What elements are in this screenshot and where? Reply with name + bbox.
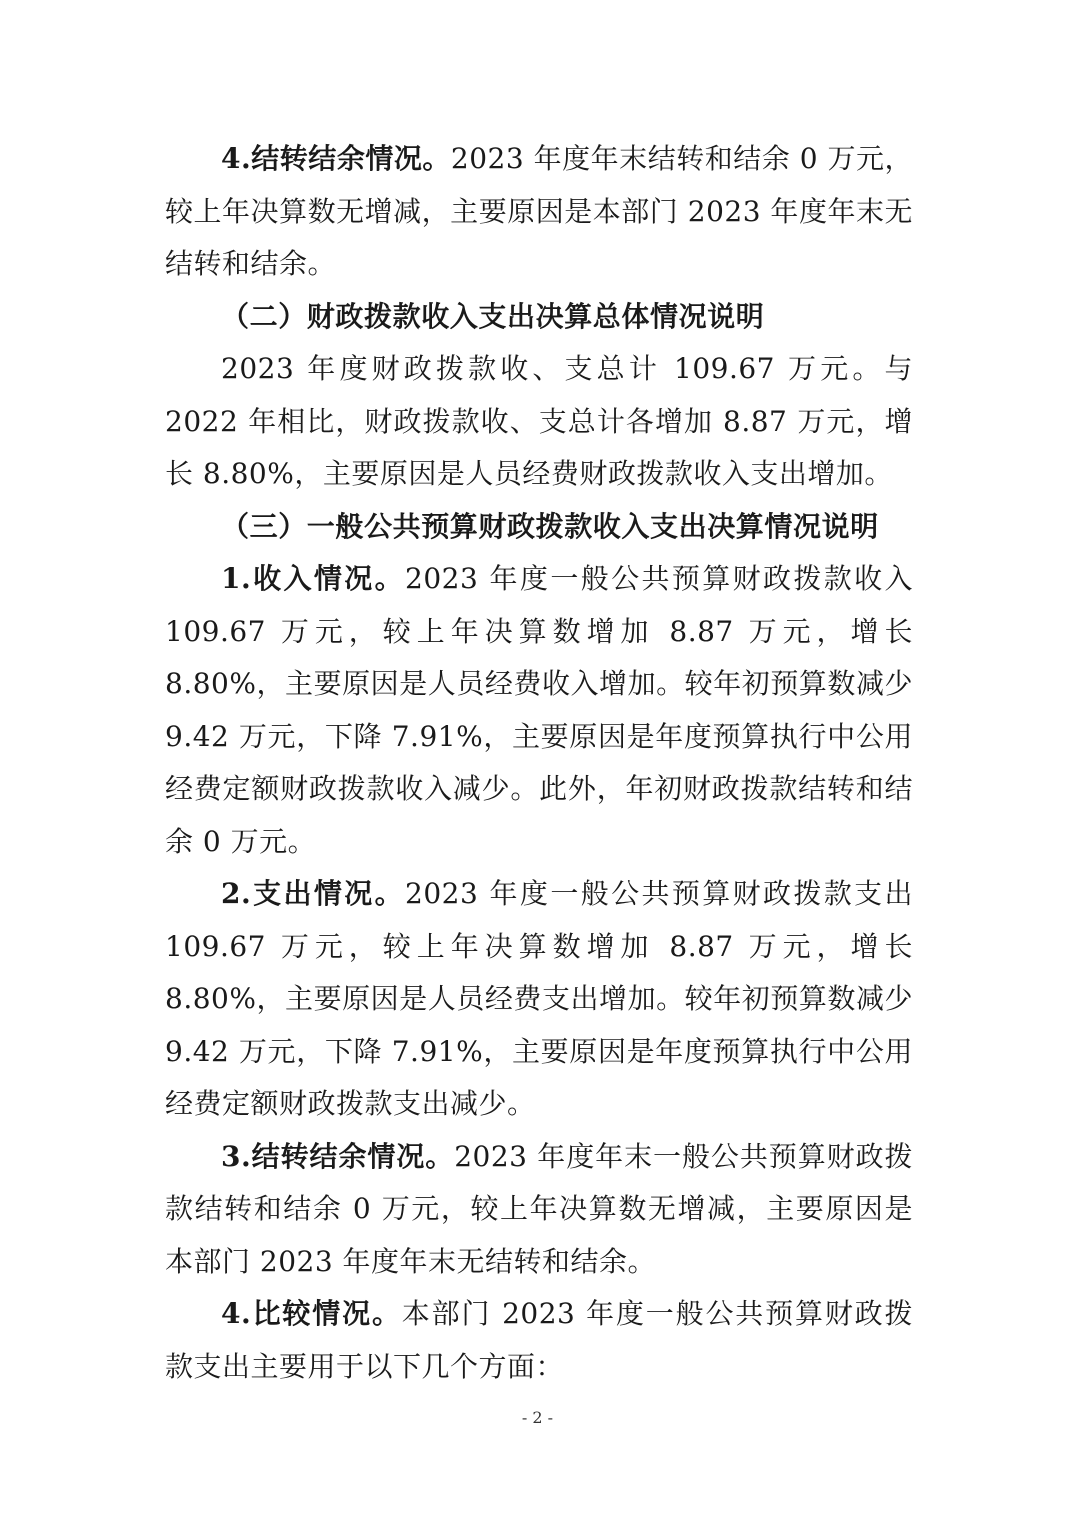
paragraph-income — [165, 553, 913, 868]
paragraph-text: 2023 年度一般公共预算财政拨款收入 109.67 万元，较上年决算数增加 8.87 万元，增长 8.80%，主要原因是人员经费收入增加。较年初预算数减少 9.42 万元，下降 7.91%，主要原因是年度预算执行中公用经费定额财政拨款收入减少。此外，年初财政拨款结转和结余 0 万元。 — [165, 562, 913, 858]
paragraph-text: 2023 年度年末一般公共预算财政拨款结转和结余 0 万元，较上年决算数无增减，主要原因是本部门 2023 年度年末无结转和结余。 — [165, 1139, 913, 1278]
document-body — [165, 133, 913, 1393]
paragraph-lead: 3.结转结余情况。 — [221, 1139, 455, 1173]
paragraph-text: 2023 年度年末结转和结余 0 万元，较上年决算数无增减，主要原因是本部门 2023 年度年末无结转和结余。 — [165, 142, 914, 280]
section-heading-fiscal-overview: （二）财政拨款收入支出决算总体情况说明 — [221, 299, 765, 333]
paragraph-text: 本部门 2023 年度一般公共预算财政拨款支出主要用于以下几个方面： — [165, 1297, 914, 1383]
section-heading-general-budget: （三）一般公共预算财政拨款收入支出决算情况说明 — [221, 509, 879, 543]
page-number: - 2 - — [521, 1408, 554, 1427]
paragraph-text: 2023 年度财政拨款收、支总计 109.67 万元。与 2022 年相比，财政拨款收、支总计各增加 8.87 万元，增长 8.80%，主要原因是人员经费财政拨款收入支出增加。 — [165, 352, 913, 490]
paragraph-carryover-balance — [165, 133, 913, 291]
paragraph-expenditure — [165, 868, 913, 1131]
paragraph-general-carryover — [165, 1131, 913, 1289]
paragraph-comparison — [165, 1288, 913, 1393]
paragraph-lead: 2.支出情况。 — [221, 877, 406, 910]
paragraph-fiscal-overview — [165, 343, 913, 501]
paragraph-text: 2023 年度一般公共预算财政拨款支出 109.67 万元，较上年决算数增加 8.87 万元，增长 8.80%，主要原因是人员经费支出增加。较年初预算数减少 9.42 万元，下降 7.91%，主要原因是年度预算执行中公用经费定额财政拨款支出减少。 — [165, 877, 913, 1120]
paragraph-lead: 1.收入情况。 — [221, 562, 406, 595]
paragraph-lead: 4.比较情况。 — [221, 1297, 402, 1330]
paragraph-lead: 4.结转结余情况。 — [221, 142, 451, 175]
